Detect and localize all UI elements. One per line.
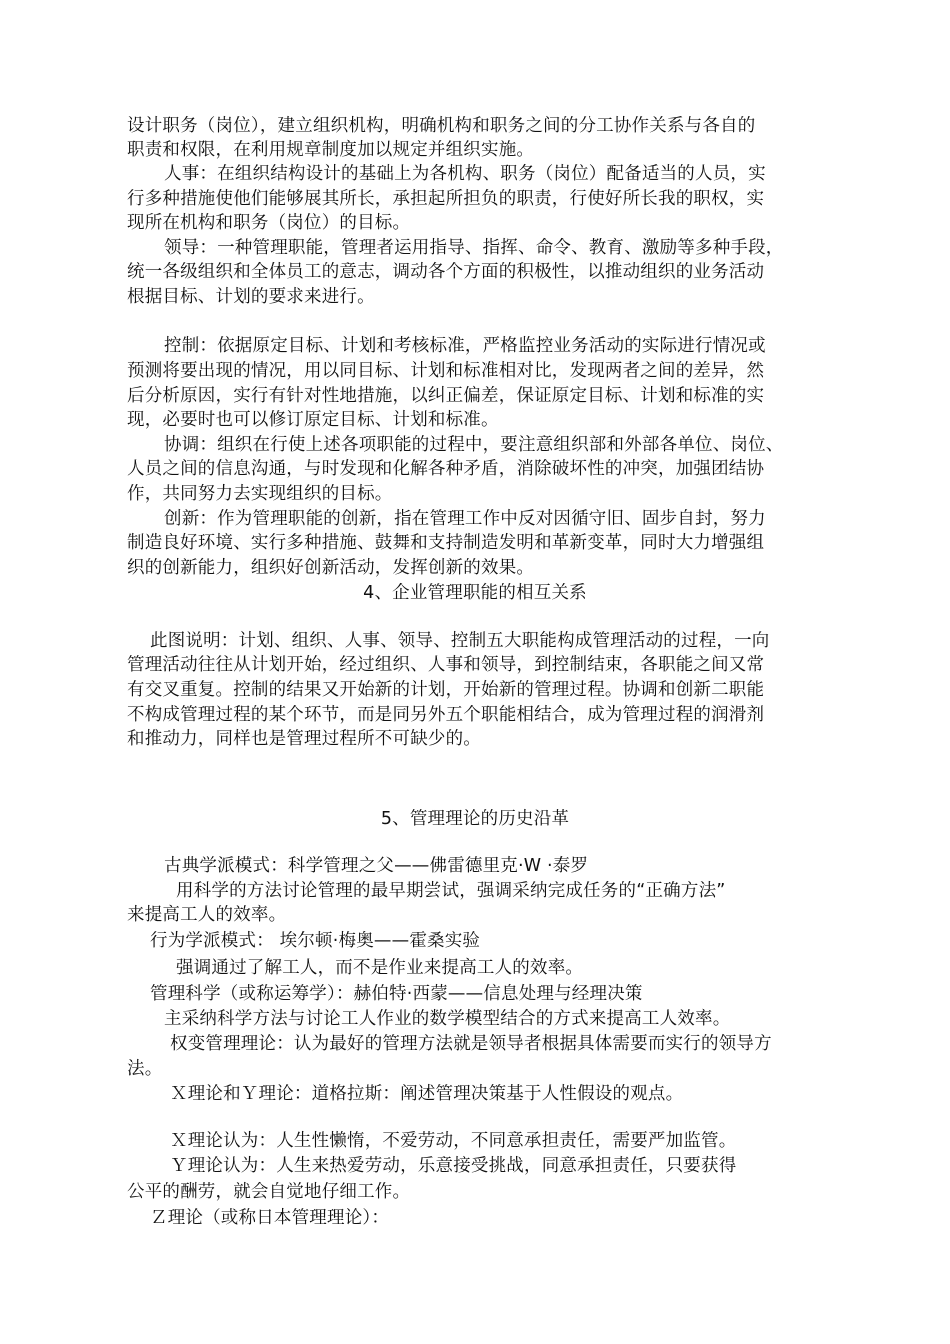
paragraph-line: 管理科学（或称运筹学）：赫伯特·西蒙——信息处理与经理决策 [150, 984, 643, 1004]
paragraph-line: 权变管理理论：认为最好的管理方法就是领导者根据具体需要而实行的领导方 [170, 1034, 772, 1054]
paragraph-line: 预测将要出现的情况，用以同目标、计划和标准相对比，发现两者之间的差异，然 [127, 361, 765, 381]
paragraph-line: 现，必要时也可以修订原定目标、计划和标准。 [127, 410, 499, 430]
paragraph-line: Ｘ理论认为：人生性懒惰，不爱劳动，不同意承担责任，需要严加监管。 [170, 1131, 737, 1151]
paragraph-line: 和推动力，同样也是管理过程所不可缺少的。 [127, 729, 481, 749]
paragraph-line: 公平的酬劳，就会自觉地仔细工作。 [127, 1182, 411, 1202]
paragraph-line: 管理活动往往从计划开始，经过组织、人事和领导，到控制结束，各职能之间又常 [127, 655, 765, 675]
paragraph-line: 现所在机构和职务（岗位）的目标。 [127, 213, 411, 233]
paragraph-line: 制造良好环境、实行多种措施、鼓舞和支持制造发明和革新变革，同时大力增强组 [127, 533, 765, 553]
paragraph-line: 职责和权限，在利用规章制度加以规定并组织实施。 [127, 140, 535, 160]
paragraph-line: Ｙ理论认为：人生来热爱劳动，乐意接受挑战，同意承担责任，只要获得 [170, 1156, 737, 1176]
paragraph-line: 不构成管理过程的某个环节，而是同另外五个职能相结合，成为管理过程的润滑剂 [127, 705, 765, 725]
paragraph-line: 此图说明：计划、组织、人事、领导、控制五大职能构成管理活动的过程，一向 [150, 631, 770, 651]
section-heading-5: 5、管理理论的历史沿革 [380, 809, 570, 829]
paragraph-line: 行为学派模式： 埃尔顿·梅奥——霍桑实验 [150, 931, 481, 951]
paragraph-line: 来提高工人的效率。 [127, 905, 287, 925]
paragraph-line: 协调：组织在行使上述各项职能的过程中，要注意组织部和外部各单位、岗位、 [164, 435, 784, 455]
paragraph-line: 古典学派模式：科学管理之父——佛雷德里克·W ·泰罗 [164, 856, 589, 876]
paragraph-line: Ｚ理论（或称日本管理理论）： [150, 1208, 390, 1228]
paragraph-line: 主采纳科学方法与讨论工人作业的数学模型结合的方式来提高工人效率。 [164, 1009, 731, 1029]
paragraph-line: 有交叉重复。控制的结果又开始新的计划，开始新的管理过程。协调和创新二职能 [127, 680, 765, 700]
paragraph-line: 人员之间的信息沟通，与时发现和化解各种矛盾，消除破坏性的冲突，加强团结协 [127, 459, 765, 479]
paragraph-line: 统一各级组织和全体员工的意志，调动各个方面的积极性，以推动组织的业务活动 [127, 262, 765, 282]
paragraph-line: 法。 [127, 1059, 163, 1079]
paragraph-line: 控制：依据原定目标、计划和考核标准，严格监控业务活动的实际进行情况或 [164, 336, 766, 356]
paragraph-line: 织的创新能力，组织好创新活动，发挥创新的效果。 [127, 558, 535, 578]
section-heading-4: 4、企业管理职能的相互关系 [363, 583, 587, 603]
paragraph-line: 后分析原因，实行有针对性地措施，以纠正偏差，保证原定目标、计划和标准的实 [127, 386, 765, 406]
paragraph-line: 根据目标、计划的要求来进行。 [127, 287, 375, 307]
paragraph-line: 创新：作为管理职能的创新，指在管理工作中反对因循守旧、固步自封，努力 [164, 509, 766, 529]
paragraph-line: 人事：在组织结构设计的基础上为各机构、职务（岗位）配备适当的人员，实 [164, 164, 766, 184]
paragraph-line: 作，共同努力去实现组织的目标。 [127, 484, 393, 504]
paragraph-line: 用科学的方法讨论管理的最早期尝试，强调采纳完成任务的“正确方法” [176, 881, 726, 901]
paragraph-line: 强调通过了解工人，而不是作业来提高工人的效率。 [176, 958, 584, 978]
paragraph-line: Ｘ理论和Ｙ理论：道格拉斯：阐述管理决策基于人性假设的观点。 [170, 1084, 684, 1104]
paragraph-line: 行多种措施使他们能够展其所长，承担起所担负的职责，行使好所长我的职权，实 [127, 189, 765, 209]
paragraph-line: 设计职务（岗位），建立组织机构，明确机构和职务之间的分工协作关系与各自的 [127, 116, 756, 136]
paragraph-line: 领导：一种管理职能，管理者运用指导、指挥、命令、教育、激励等多种手段， [164, 238, 784, 258]
